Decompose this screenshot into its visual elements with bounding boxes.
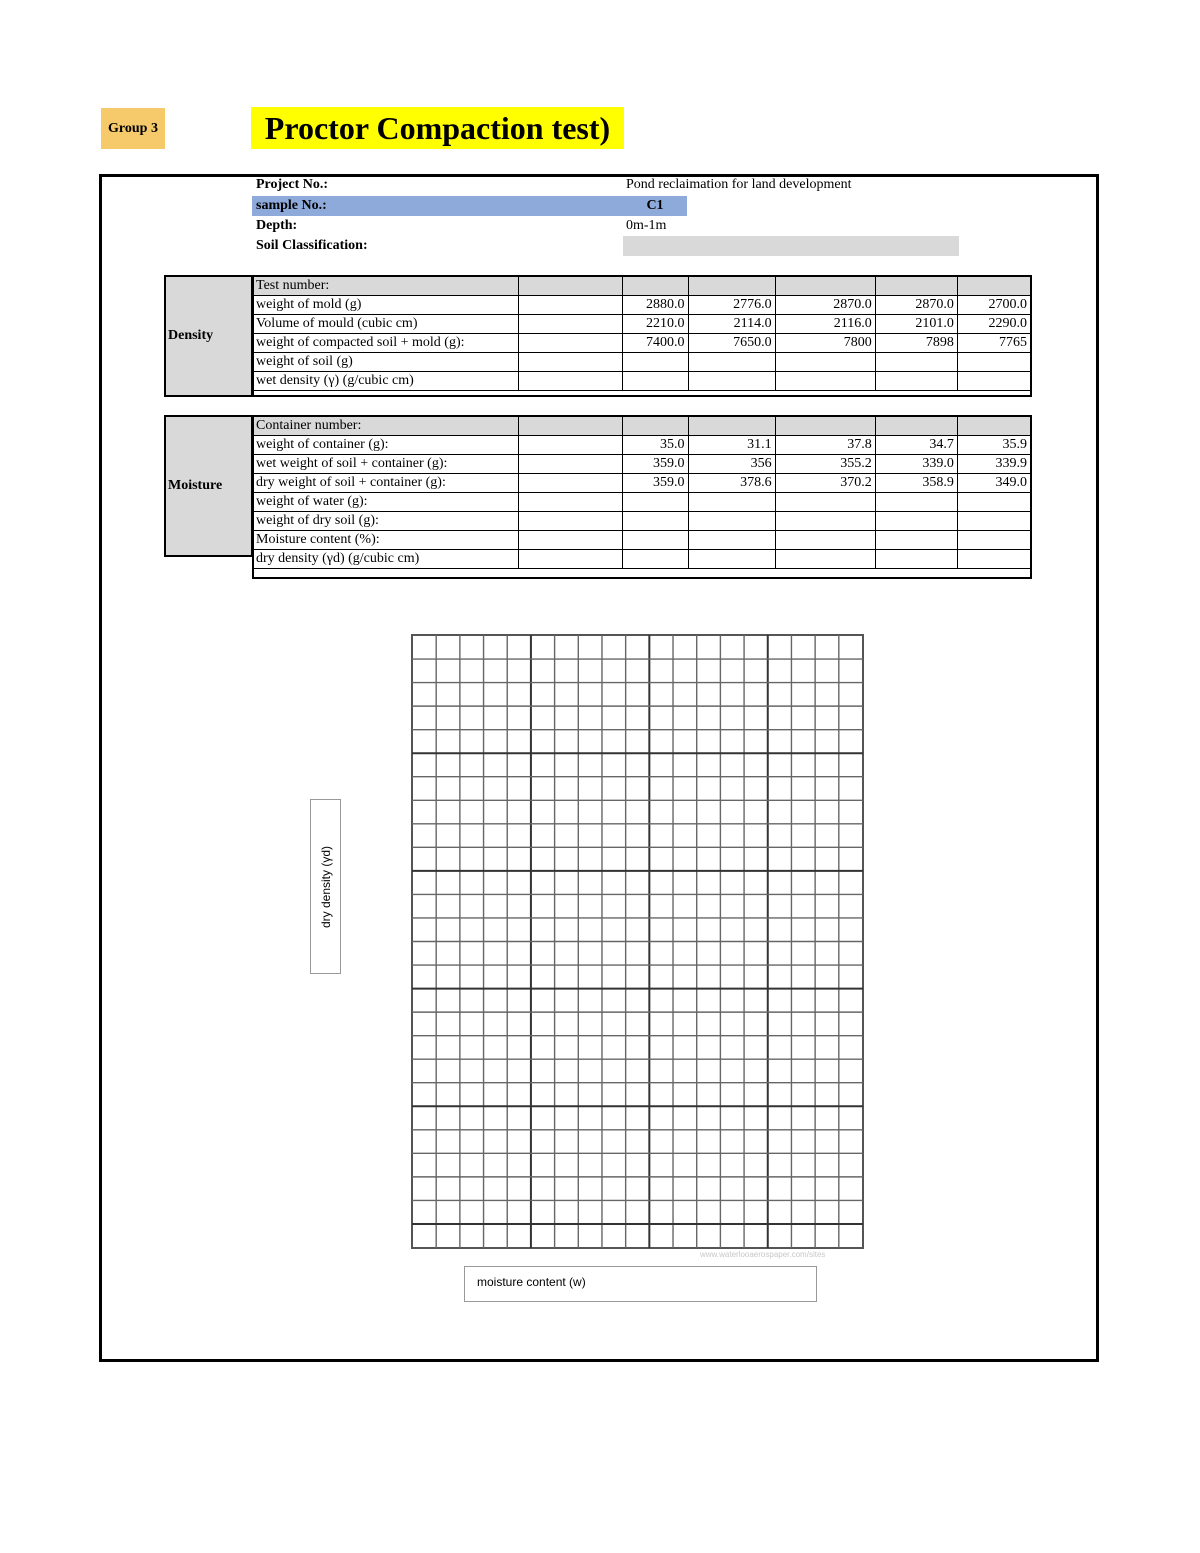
density-value-cell[interactable]: 7898 [875, 334, 957, 353]
density-row [253, 334, 1031, 353]
density-value-cell[interactable] [775, 372, 875, 391]
density-value-cell[interactable]: 2776.0 [688, 296, 775, 315]
density-row-label: weight of soil (g) [253, 353, 519, 372]
moisture-value-cell[interactable]: 355.2 [775, 455, 875, 474]
density-value-cell[interactable]: 2114.0 [688, 315, 775, 334]
moisture-value-cell[interactable] [688, 493, 775, 512]
moisture-value-cell[interactable] [875, 550, 957, 569]
moisture-value-cell[interactable] [688, 550, 775, 569]
density-value-cell[interactable] [957, 353, 1030, 372]
moisture-blank-cell[interactable] [519, 550, 623, 569]
x-axis-label: moisture content (w) [477, 1275, 586, 1289]
moisture-value-cell[interactable]: 349.0 [957, 474, 1030, 493]
moisture-value-cell[interactable]: 356 [688, 455, 775, 474]
density-blank-cell[interactable] [519, 334, 623, 353]
moisture-value-cell[interactable]: 358.9 [875, 474, 957, 493]
density-row-label: Volume of mould (cubic cm) [253, 315, 519, 334]
moisture-row [253, 550, 1031, 569]
moisture-value-cell[interactable] [623, 512, 688, 531]
moisture-row-label: Moisture content (%): [253, 531, 519, 550]
project-value: Pond reclaimation for land development [626, 177, 852, 192]
moisture-value-cell[interactable]: 359.0 [623, 455, 688, 474]
density-row-label: Test number: [253, 277, 519, 296]
moisture-value-cell[interactable]: 339.0 [875, 455, 957, 474]
moisture-blank-cell[interactable] [519, 436, 623, 455]
density-value-cell[interactable]: 7400.0 [623, 334, 688, 353]
moisture-value-cell[interactable] [775, 493, 875, 512]
moisture-row-label: weight of container (g): [253, 436, 519, 455]
density-value-cell[interactable] [875, 372, 957, 391]
moisture-label-text: Moisture [168, 478, 223, 493]
sample-value: C1 [646, 198, 664, 213]
density-blank-cell[interactable] [519, 277, 623, 296]
sample-label: sample No.: [256, 198, 327, 213]
density-value-cell[interactable] [623, 372, 688, 391]
moisture-value-cell[interactable]: 35.0 [623, 436, 688, 455]
moisture-value-cell[interactable]: 35.9 [957, 436, 1030, 455]
project-label: Project No.: [256, 177, 329, 192]
moisture-value-cell[interactable] [775, 512, 875, 531]
density-blank-cell[interactable] [519, 372, 623, 391]
moisture-value-cell[interactable] [623, 531, 688, 550]
moisture-value-cell[interactable] [875, 531, 957, 550]
moisture-blank-cell[interactable] [519, 493, 623, 512]
moisture-value-cell[interactable] [688, 417, 775, 436]
moisture-value-cell[interactable] [775, 417, 875, 436]
density-row [253, 296, 1031, 315]
density-value-cell[interactable] [623, 277, 688, 296]
moisture-row [253, 417, 1031, 436]
moisture-blank-cell[interactable] [519, 531, 623, 550]
density-value-cell[interactable]: 2870.0 [775, 296, 875, 315]
moisture-value-cell[interactable] [957, 531, 1030, 550]
density-value-cell[interactable]: 2101.0 [875, 315, 957, 334]
density-value-cell[interactable]: 2290.0 [957, 315, 1030, 334]
moisture-blank-cell[interactable] [519, 455, 623, 474]
density-value-cell[interactable]: 7765 [957, 334, 1030, 353]
moisture-row-label: weight of dry soil (g): [253, 512, 519, 531]
moisture-blank-cell[interactable] [519, 417, 623, 436]
moisture-row [253, 512, 1031, 531]
density-value-cell[interactable]: 7800 [775, 334, 875, 353]
density-value-cell[interactable]: 2210.0 [623, 315, 688, 334]
density-blank-cell[interactable] [519, 353, 623, 372]
density-value-cell[interactable] [775, 353, 875, 372]
density-table [252, 276, 1031, 391]
y-axis-label-box [310, 799, 341, 974]
density-value-cell[interactable]: 7650.0 [688, 334, 775, 353]
soil-classification-field[interactable] [623, 236, 959, 256]
moisture-value-cell[interactable] [623, 493, 688, 512]
moisture-value-cell[interactable]: 37.8 [775, 436, 875, 455]
moisture-value-cell[interactable]: 339.9 [957, 455, 1030, 474]
density-value-cell[interactable] [688, 353, 775, 372]
moisture-value-cell[interactable] [623, 550, 688, 569]
page-title: Proctor Compaction test) [251, 107, 624, 149]
moisture-value-cell[interactable] [775, 550, 875, 569]
moisture-row [253, 455, 1031, 474]
moisture-value-cell[interactable] [875, 512, 957, 531]
density-row-label: weight of compacted soil + mold (g): [253, 334, 519, 353]
moisture-row-label: dry weight of soil + container (g): [253, 474, 519, 493]
density-value-cell[interactable] [775, 277, 875, 296]
moisture-value-cell[interactable] [875, 493, 957, 512]
density-value-cell[interactable] [688, 277, 775, 296]
moisture-value-cell[interactable]: 31.1 [688, 436, 775, 455]
moisture-section-label [164, 415, 253, 557]
depth-value: 0m-1m [626, 218, 667, 233]
moisture-row-label: Container number: [253, 417, 519, 436]
moisture-row-label: wet weight of soil + container (g): [253, 455, 519, 474]
moisture-row [253, 531, 1031, 550]
density-blank-cell[interactable] [519, 296, 623, 315]
density-value-cell[interactable]: 2870.0 [875, 296, 957, 315]
moisture-value-cell[interactable] [623, 417, 688, 436]
moisture-row-label: weight of water (g): [253, 493, 519, 512]
moisture-row [253, 474, 1031, 493]
moisture-blank-cell[interactable] [519, 474, 623, 493]
moisture-value-cell[interactable]: 359.0 [623, 474, 688, 493]
moisture-value-cell[interactable] [875, 417, 957, 436]
depth-label: Depth: [256, 218, 298, 233]
moisture-blank-cell[interactable] [519, 512, 623, 531]
density-section-label [164, 275, 253, 397]
density-blank-cell[interactable] [519, 315, 623, 334]
density-row-label: wet density (γ) (g/cubic cm) [253, 372, 519, 391]
density-value-cell[interactable]: 2116.0 [775, 315, 875, 334]
moisture-value-cell[interactable]: 378.6 [688, 474, 775, 493]
moisture-row [253, 493, 1031, 512]
density-value-cell[interactable] [875, 277, 957, 296]
density-row-label: weight of mold (g) [253, 296, 519, 315]
density-row [253, 277, 1031, 296]
moisture-value-cell[interactable] [688, 531, 775, 550]
density-row [253, 315, 1031, 334]
graph-paper [411, 634, 864, 1249]
moisture-row-label: dry density (γd) (g/cubic cm) [253, 550, 519, 569]
density-value-cell[interactable] [957, 372, 1030, 391]
density-value-cell[interactable]: 2700.0 [957, 296, 1030, 315]
moisture-value-cell[interactable] [957, 417, 1030, 436]
density-value-cell[interactable] [688, 372, 775, 391]
density-row [253, 372, 1031, 391]
density-row [253, 353, 1031, 372]
moisture-value-cell[interactable] [957, 550, 1030, 569]
moisture-value-cell[interactable] [957, 512, 1030, 531]
moisture-value-cell[interactable] [688, 512, 775, 531]
density-label-text: Density [168, 328, 214, 343]
y-axis-label: dry density (γd) [318, 845, 333, 928]
density-value-cell[interactable] [623, 353, 688, 372]
density-value-cell[interactable] [957, 277, 1030, 296]
moisture-value-cell[interactable]: 370.2 [775, 474, 875, 493]
density-value-cell[interactable] [875, 353, 957, 372]
moisture-row [253, 436, 1031, 455]
graph-watermark: www.waterlooaerospaper.com/sites [700, 1250, 826, 1259]
moisture-value-cell[interactable] [957, 493, 1030, 512]
density-value-cell[interactable]: 2880.0 [623, 296, 688, 315]
soil-label: Soil Classification: [256, 238, 368, 253]
group-label: Group 3 [101, 108, 165, 149]
moisture-value-cell[interactable] [775, 531, 875, 550]
moisture-value-cell[interactable]: 34.7 [875, 436, 957, 455]
moisture-table [252, 416, 1031, 569]
x-axis-label-box [464, 1266, 817, 1302]
